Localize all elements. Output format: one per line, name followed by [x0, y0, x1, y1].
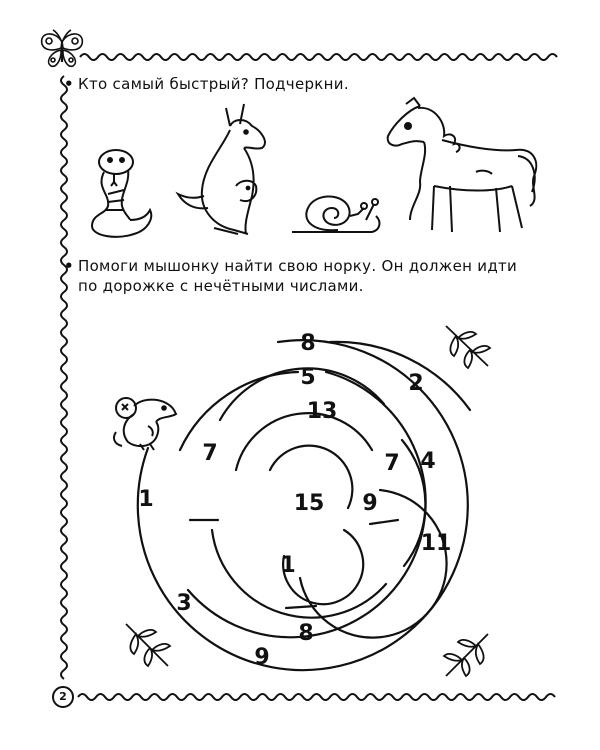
- maze-number: 5: [300, 365, 316, 390]
- task1-text: Кто самый быстрый? Подчеркни.: [78, 75, 349, 93]
- maze-number: 3: [176, 591, 192, 616]
- maze-number: 2: [408, 371, 424, 396]
- maze-number: 9: [254, 645, 270, 670]
- maze-number: 15: [293, 491, 325, 516]
- maze-number: 1: [138, 487, 154, 512]
- page-number: 2: [52, 686, 74, 708]
- leaf-branch-icon: [442, 630, 492, 680]
- maze-number: 1: [280, 553, 296, 578]
- bullet: •: [64, 75, 74, 93]
- maze-number: 7: [384, 451, 400, 476]
- mouse-icon: [110, 392, 180, 452]
- bullet: •: [64, 257, 74, 275]
- maze-number: 7: [202, 441, 218, 466]
- maze-number: 11: [420, 531, 452, 556]
- maze-number: 9: [362, 491, 378, 516]
- task2-line2: по дорожке с нечётными числами.: [78, 277, 364, 295]
- task2-line1: Помоги мышонку найти свою норку. Он должен идти: [78, 257, 518, 275]
- maze-number: 8: [300, 331, 316, 356]
- maze-number: 13: [306, 399, 338, 424]
- leaf-branch-icon: [122, 620, 172, 670]
- maze-number: 8: [298, 621, 314, 646]
- leaf-branch-icon: [442, 322, 492, 372]
- maze-number: 4: [420, 449, 436, 474]
